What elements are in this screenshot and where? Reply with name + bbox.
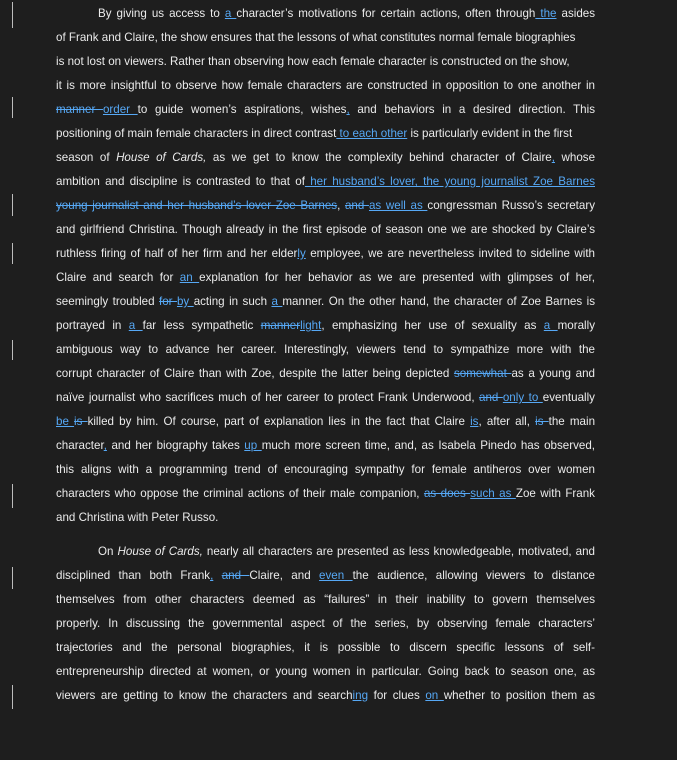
text-run: and behaviors in a desired direction. This xyxy=(349,103,595,116)
text-line xyxy=(56,362,595,386)
text-run: whether to position them as xyxy=(443,689,595,702)
text-line xyxy=(56,588,595,612)
tracked-deletion: manner xyxy=(56,103,103,116)
text-run: as we get to know the complexity behind character of Claire xyxy=(206,151,552,164)
text-line xyxy=(56,434,595,458)
text-run: and her biography takes xyxy=(106,439,245,452)
text-line xyxy=(56,636,595,660)
text-run: of Frank and Claire, the show ensures that the lessons of what constitutes normal female biographies xyxy=(56,31,576,44)
tracked-deletion: for xyxy=(159,295,177,308)
text-line xyxy=(56,2,595,26)
text-run: and Christina with Peter Russo. xyxy=(56,511,219,524)
text-run: season of xyxy=(56,151,117,164)
text-line xyxy=(56,242,595,266)
text-line xyxy=(56,386,595,410)
text-run: disciplined than both Frank xyxy=(56,569,211,582)
tracked-insertion: light xyxy=(300,319,322,332)
change-bar xyxy=(12,2,13,28)
text-run: employee, we are nevertheless invited to sideline with xyxy=(305,247,595,260)
text-run: is particularly evident in the first xyxy=(407,127,573,140)
text-run: portrayed in xyxy=(56,319,129,332)
tracked-deletion: as does xyxy=(423,487,471,500)
text-run: seemingly troubled xyxy=(56,295,159,308)
text-line xyxy=(56,50,595,74)
tracked-insertion: , xyxy=(346,103,350,116)
text-run: for clues xyxy=(368,689,426,702)
text-run: much more screen time, and, as Isabela Pinedo has observed, xyxy=(261,439,595,452)
tracked-insertion: on xyxy=(425,689,444,702)
text-run: corrupt character of Claire than with Zoe, despite the latter being depicted xyxy=(56,367,454,380)
change-bar xyxy=(12,685,13,709)
text-line xyxy=(56,146,595,170)
text-run: this aligns with a programming trend of encouraging sympathy for female antiheros over women xyxy=(56,463,595,476)
text-run: congressman Russo’s secretary xyxy=(427,199,595,212)
change-bar xyxy=(12,567,13,589)
text-run: killed by him. Of course, part of explanation lies in the fact that Claire xyxy=(87,415,471,428)
text-line xyxy=(56,218,595,242)
tracked-insertion: a xyxy=(128,319,143,332)
text-line xyxy=(56,338,595,362)
change-bar xyxy=(12,484,13,508)
tracked-deletion: somewhat xyxy=(453,367,512,380)
text-run: ruthless firing of half of her firm and her elder xyxy=(56,247,298,260)
tracked-deletion: and xyxy=(344,199,369,212)
tracked-insertion: a xyxy=(224,7,237,20)
text-run: Claire and search for xyxy=(56,271,180,284)
text-line xyxy=(56,194,595,218)
text-line xyxy=(56,290,595,314)
text-run: it is more insightful to observe how female characters are constructed in opposition to one another in xyxy=(56,79,595,92)
change-bar xyxy=(12,194,13,216)
tracked-insertion: to each other xyxy=(336,127,408,140)
tracked-insertion: order xyxy=(102,103,138,116)
text-run: ambiguous way to advance her career. Interestingly, viewers tend to sympathize more with the xyxy=(56,343,595,356)
text-line xyxy=(56,458,595,482)
text-run: morally xyxy=(557,319,595,332)
text-run: character’s motivations for certain actions, often through xyxy=(236,7,536,20)
text-run: is not lost on viewers. Rather than observing how each female character is constructed on the show, xyxy=(56,55,570,68)
text-run: trajectories and the personal biographies, it is possible to discern specific lessons of self- xyxy=(56,641,595,654)
tracked-deletion: young journalist and her husband’s lover Zoe Barnes xyxy=(56,199,338,212)
text-run: characters who oppose the criminal actions of their male companion, xyxy=(56,487,424,500)
text-run xyxy=(213,569,221,582)
change-bar xyxy=(12,340,13,360)
tracked-insertion: her husband’s lover, the young journalist Zoe Barnes xyxy=(304,175,595,188)
text-line xyxy=(56,660,595,684)
text-run: , xyxy=(337,199,345,212)
text-run: Claire, and xyxy=(249,569,320,582)
tracked-insertion: only to xyxy=(502,391,543,404)
text-line xyxy=(56,26,595,50)
tracked-insertion: a xyxy=(271,295,283,308)
text-run: acting in such xyxy=(193,295,272,308)
text-line xyxy=(56,612,595,636)
text-line xyxy=(56,74,595,98)
text-run: eventually xyxy=(542,391,595,404)
text-run: positioning of main female characters in direct contrast xyxy=(56,127,337,140)
text-run: explanation for her behavior as we are presented with glimpses of her, xyxy=(199,271,595,284)
tracked-deletion: and xyxy=(221,569,250,582)
tracked-insertion: even xyxy=(319,569,353,582)
tracked-insertion: , xyxy=(551,151,555,164)
tracked-insertion: as well as xyxy=(368,199,428,212)
text-run: naïve journalist who sacrifices much of her career to protect Frank Underwood, xyxy=(56,391,480,404)
text-run: Zoe with Frank xyxy=(515,487,595,500)
text-run: nearly all characters are presented as less knowledgeable, motivated, and xyxy=(202,545,595,558)
italic-title: House of Cards, xyxy=(117,545,203,558)
text-run: properly. In discussing the governmental aspect of the series, by observing female characters’ xyxy=(56,617,595,630)
text-run: and girlfriend Christina. Though already in the first episode of season one we are shocked by Claire’s xyxy=(56,223,595,236)
change-bar xyxy=(12,243,13,264)
text-run: far less sympathetic xyxy=(142,319,261,332)
text-run: By giving us access to xyxy=(98,7,225,20)
tracked-deletion: is xyxy=(535,415,549,428)
text-run: , emphasizing her use of sexuality as xyxy=(321,319,544,332)
text-run: whose xyxy=(555,151,596,164)
text-line xyxy=(56,410,595,434)
text-run: asides xyxy=(556,7,596,20)
text-line xyxy=(56,266,595,290)
tracked-insertion: ing xyxy=(352,689,369,702)
text-line xyxy=(56,564,595,588)
tracked-insertion: is xyxy=(470,415,479,428)
tracked-insertion: be xyxy=(56,415,75,428)
tracked-deletion: is xyxy=(74,415,88,428)
text-line xyxy=(56,170,595,194)
text-run: viewers are getting to know the characters and search xyxy=(56,689,353,702)
text-run: themselves from other characters deemed as “failures” in their inability to govern themselves xyxy=(56,593,595,606)
text-line xyxy=(56,540,595,564)
text-line xyxy=(56,122,595,146)
text-run: character xyxy=(56,439,104,452)
text-run: as a young and xyxy=(511,367,595,380)
text-line xyxy=(56,314,595,338)
tracked-insertion: the xyxy=(535,7,557,20)
text-run: ambition and discipline is contrasted to that of xyxy=(56,175,305,188)
text-run: the main xyxy=(548,415,596,428)
tracked-deletion: and xyxy=(479,391,503,404)
text-line xyxy=(56,684,595,708)
text-run: to guide women’s aspirations, wishes xyxy=(137,103,347,116)
text-run: the audience, allowing viewers to distance xyxy=(352,569,595,582)
tracked-deletion: manner xyxy=(260,319,301,332)
text-line xyxy=(56,482,595,506)
tracked-insertion: , xyxy=(210,569,214,582)
tracked-insertion: up xyxy=(244,439,262,452)
tracked-insertion: an xyxy=(179,271,200,284)
tracked-insertion: a xyxy=(543,319,558,332)
change-bar xyxy=(12,97,13,118)
text-run: , after all, xyxy=(478,415,536,428)
tracked-insertion: such as xyxy=(470,487,516,500)
tracked-insertion: ly xyxy=(297,247,306,260)
tracked-insertion: , xyxy=(103,439,107,452)
text-line xyxy=(56,506,595,530)
italic-title: House of Cards, xyxy=(116,151,207,164)
text-run: manner. On the other hand, the character of Zoe Barnes is xyxy=(282,295,595,308)
text-run: On xyxy=(98,545,118,558)
tracked-insertion: by xyxy=(176,295,194,308)
text-line xyxy=(56,98,595,122)
text-run: entrepreneurship directed at women, or young women in particular. Going back to season one, as xyxy=(56,665,595,678)
